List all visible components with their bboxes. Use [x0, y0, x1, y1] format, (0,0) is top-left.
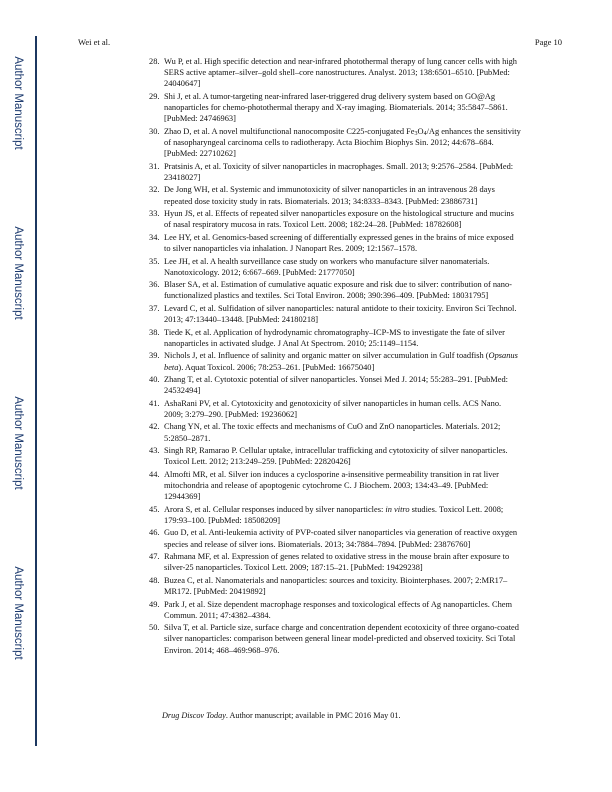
- reference-text: [164, 279, 521, 301]
- reference-text: [164, 575, 521, 597]
- reference-number: 40.: [149, 375, 160, 385]
- reference-item: [149, 527, 521, 549]
- text-segment: Levard C, et al. Sulfidation of silver nanoparticles: natural antidote to their toxicity. Environ Sci Technol. 2013; 47:13440–13448. [PubMed: 24180218]: [164, 303, 517, 325]
- reference-item: [149, 575, 521, 597]
- reference-item: [149, 232, 521, 254]
- sidebar-label-text: Author Manuscript: [12, 566, 24, 660]
- reference-number: 46.: [149, 528, 160, 538]
- reference-text: [164, 126, 521, 160]
- reference-item: [149, 161, 521, 183]
- sidebar-label-text: Author Manuscript: [12, 396, 24, 490]
- text-segment: Arora S, et al. Cellular responses induced by silver nanoparticles:: [164, 504, 386, 514]
- reference-number: 32.: [149, 185, 160, 195]
- italic-text: in vitro: [385, 504, 410, 514]
- running-head: Wei et al.: [78, 37, 111, 47]
- reference-item: [149, 398, 521, 420]
- reference-item: [149, 504, 521, 526]
- text-segment: Rahmana MF, et al. Expression of genes related to oxidative stress in the mouse brain after exposure to silver-25 nanoparticles. Toxicol Lett. 2009; 187:15–21. [PubMed: 19429238]: [164, 552, 510, 573]
- reference-item: [149, 551, 521, 573]
- reference-text: [164, 184, 521, 206]
- text-segment: Tiede K, et al. Application of hydrodynamic chromatography–ICP-MS to investigate the fate of silver nanoparticles in activated sludge. J Anal At Spectrom. 2010; 25:1149–1154.: [164, 327, 505, 348]
- reference-item: [149, 56, 521, 90]
- text-segment: Shi J, et al. A tumor-targeting near-infrared laser-triggered drug delivery system based on GO@Ag nanoparticles for chemo-photothermal therapy and X-ray imaging. Biomaterials. 2014; 35:5847–5861. [PubMed: 24746963]: [164, 91, 508, 124]
- reference-number: 38.: [149, 327, 160, 337]
- reference-number: 28.: [149, 57, 160, 66]
- reference-number: 33.: [149, 209, 160, 219]
- reference-text: [164, 504, 521, 526]
- text-segment: Blaser SA, et al. Estimation of cumulative aquatic exposure and risk due to silver: contribution of nano-functionalized plastics and textiles. Sci Total Environ. 2008; 390:396–409. [PubMed: 18031795]: [164, 280, 512, 301]
- text-segment: Chang YN, et al. The toxic effects and mechanisms of CuO and ZnO nanoparticles. Materials. 2012; 5:2850–2871.: [164, 422, 501, 443]
- text-segment: Hyun JS, et al. Effects of repeated silver nanoparticles exposure on the histological structure and mucins of nasal respiratory mucosa in rats. Toxicol Lett. 2008; 182:24–28. [PubMed: 18782608]: [164, 209, 514, 230]
- reference-number: 34.: [149, 232, 160, 242]
- text-segment: Nichols J, et al. Influence of salinity and organic matter on silver accumulation in Gulf toadfish (: [164, 351, 489, 361]
- reference-item: [149, 208, 521, 230]
- reference-item: [149, 622, 521, 656]
- reference-number: 36.: [149, 280, 160, 290]
- text-segment: Buzea C, et al. Nanomaterials and nanoparticles: sources and toxicity. Biointerphases. 2007; 2:MR17–MR172. [PubMed: 20419892]: [164, 575, 508, 597]
- italic-text: Opsanus beta: [164, 351, 518, 372]
- reference-text: [164, 327, 521, 349]
- text-segment: Guo D, et al. Anti-leukemia activity of PVP-coated silver nanoparticles via generation of reactive oxygen species and release of silver ions. Biomaterials. 2013; 34:7884–7894. [PubMed: 23876760]: [164, 528, 518, 549]
- reference-number: 44.: [149, 469, 160, 479]
- text-segment: Silva T, et al. Particle size, surface charge and concentration dependent ecotoxicity of three organo-coated silver nanoparticles: comparison between general linear model-predicted and observed toxicity. Sci Total Environ. 2014; 468–469:968–976.: [164, 623, 519, 655]
- reference-text: [164, 256, 521, 278]
- reference-number: 48.: [149, 575, 160, 585]
- text-segment: ). Aquat Toxicol. 2006; 78:253–261. [PubMed: 16675040]: [178, 362, 375, 372]
- sidebar-label: [6, 378, 30, 508]
- reference-text: [164, 161, 521, 183]
- reference-text: [164, 303, 521, 325]
- reference-number: 30.: [149, 126, 160, 136]
- reference-number: 47.: [149, 552, 160, 562]
- footer-journal: Drug Discov Today: [162, 711, 226, 720]
- reference-number: 39.: [149, 351, 160, 361]
- text-segment: O: [417, 126, 424, 136]
- text-segment: Park J, et al. Size dependent macrophage responses and toxicological effects of Ag nanoparticles. Chem Commun. 2011; 47:4382–4384.: [164, 599, 512, 620]
- subscript: 4: [423, 130, 427, 137]
- footer: [162, 711, 401, 720]
- text-segment: Singh RP, Ramarao P. Cellular uptake, intracellular trafficking and cytotoxicity of silver nanoparticles. Toxicol Lett. 2012; 213:249–259. [PubMed: 22820426]: [164, 446, 508, 467]
- sidebar-label-text: Author Manuscript: [12, 226, 24, 320]
- reference-number: 31.: [149, 161, 160, 171]
- reference-item: [149, 256, 521, 278]
- page-number: Page 10: [534, 37, 562, 47]
- text-segment: Wu P, et al. High specific detection and near-infrared photothermal therapy of lung cancer cells with high SERS active aptamer–silver–gold shell–core nanostructures. Analyst. 2013; 138:6501–6510. [PubMed: 24040647]: [164, 57, 517, 89]
- text-segment: AshaRani PV, et al. Cytotoxicity and genotoxicity of silver nanoparticles in human cells. ACS Nano. 2009; 3:279–290. [PubMed: 19236062]: [164, 398, 502, 419]
- reference-item: [149, 126, 521, 160]
- footer-text: . Author manuscript; available in PMC 2016 May 01.: [225, 711, 401, 720]
- sidebar-label: [6, 548, 30, 678]
- reference-text: [164, 56, 521, 90]
- text-segment: Almofti MR, et al. Silver ion induces a cyclosporine a-insensitive permeability transition in rat liver mitochondria and release of apoptogenic cytochrome C. J Biochem. 2003; 134:43–49. [PubMed: 12944369]: [164, 469, 499, 502]
- text-segment: Zhang T, et al. Cytotoxic potential of silver nanoparticles. Yonsei Med J. 2014; 55:283–291. [PubMed: 24532494]: [164, 375, 508, 396]
- reference-number: 29.: [149, 91, 160, 101]
- reference-text: [164, 551, 521, 573]
- text-segment: /Ag enhances the sensitivity of nasopharyngeal carcinoma cells to radiotherapy. Acta Biochim Biophys Sin. 2012; 44:678–684. [PubMed: 22710262]: [164, 126, 521, 159]
- sidebar-rule: [35, 36, 37, 746]
- reference-text: [164, 374, 521, 396]
- reference-item: [149, 421, 521, 443]
- reference-text: [164, 622, 521, 656]
- reference-text: [164, 445, 521, 467]
- reference-text: [164, 469, 521, 503]
- reference-text: [164, 599, 521, 621]
- reference-item: [149, 469, 521, 503]
- reference-item: [149, 445, 521, 467]
- sidebar-label: [6, 208, 30, 338]
- reference-item: [149, 91, 521, 125]
- reference-item: [149, 350, 521, 372]
- reference-number: 45.: [149, 504, 160, 514]
- reference-number: 42.: [149, 422, 160, 432]
- reference-item: [149, 599, 521, 621]
- reference-text: [164, 91, 521, 125]
- reference-list: [149, 56, 521, 657]
- reference-item: [149, 327, 521, 349]
- sidebar-label: [6, 38, 30, 168]
- reference-item: [149, 184, 521, 206]
- text-segment: studies. Toxicol Lett. 2008; 179:93–100. [PubMed: 18508209]: [164, 504, 504, 525]
- reference-item: [149, 279, 521, 301]
- reference-text: [164, 421, 521, 443]
- reference-text: [164, 208, 521, 230]
- reference-number: 43.: [149, 446, 160, 456]
- reference-number: 41.: [149, 398, 160, 408]
- reference-text: [164, 232, 521, 254]
- reference-text: [164, 527, 521, 549]
- text-segment: Zhao D, et al. A novel multifunctional nanocomposite C225-conjugated Fe: [164, 126, 415, 136]
- sidebar-label-text: Author Manuscript: [12, 56, 24, 150]
- subscript: 3: [414, 130, 418, 137]
- reference-number: 35.: [149, 256, 160, 266]
- text-segment: Pratsinis A, et al. Toxicity of silver nanoparticles in macrophages. Small. 2013; 9:2576–2584. [PubMed: 23418027]: [164, 161, 514, 182]
- reference-number: 37.: [149, 303, 160, 313]
- reference-item: [149, 374, 521, 396]
- reference-item: [149, 303, 521, 325]
- reference-number: 49.: [149, 599, 160, 609]
- reference-text: [164, 350, 521, 372]
- text-segment: Lee HY, et al. Genomics-based screening of differentially expressed genes in the brains of mice exposed to silver nanoparticles via inhalation. J Nanopart Res. 2009; 12:1567–1578.: [164, 232, 514, 254]
- reference-number: 50.: [149, 623, 160, 633]
- text-segment: De Jong WH, et al. Systemic and immunotoxicity of silver nanoparticles in an intravenous 28 days repeated dose toxicity study in rats. Biomaterials. 2013; 34:8333–8343. [PubMed: 23886731]: [164, 185, 495, 206]
- text-segment: Lee JH, et al. A health surveillance case study on workers who manufacture silver nanomaterials. Nanotoxicology. 2012; 6:667–669. [PubMed: 21777050]: [164, 256, 490, 277]
- reference-text: [164, 398, 521, 420]
